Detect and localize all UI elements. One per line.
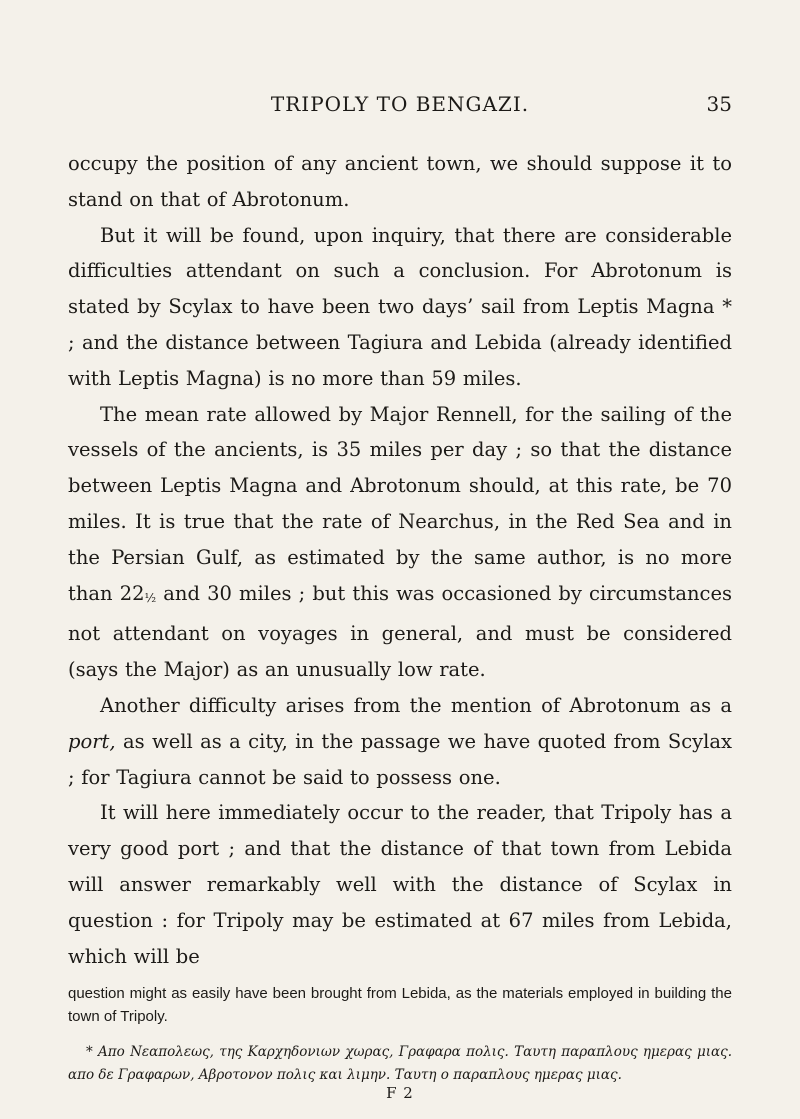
running-title: TRIPOLY TO BENGAZI. (270, 92, 530, 116)
footnote-greek: * Απο Νεαπολεως, της Καρχηδονιων χωρας, Γραφαρα πολις. Ταυτη παραπλους ημερας μιας. απο δε Γραφαρων, Αβροτονον πολις και λιμην. Ταυτη ο παραπλους ημερας μιας. (68, 1044, 732, 1083)
paragraph-3 (68, 397, 732, 688)
paragraph-3-end: and 30 miles ; but this was occasioned by circumstances not attendant on voyages in general, and must be considered (says the Major) as an unusually low rate. (68, 581, 732, 682)
footnote (68, 1041, 732, 1087)
paragraph-5: It will here immediately occur to the reader, that Tripoly has a very good port ; and that the distance of that town from Lebida will answer remarkably well with the distance of Scylax in question : for Tripoly may be estimated at 67 miles from Lebida, which will be (68, 801, 732, 968)
continuation-small-text: question might as easily have been brought from Lebida, as the materials employed in building the town of Tripoly. (68, 985, 732, 1025)
paragraph-1: occupy the position of any ancient town, we should suppose it to stand on that of Abrotonum. (68, 152, 732, 211)
body-text (68, 146, 732, 974)
paragraph-4-end: as well as a city, in the passage we have quoted from Scylax ; for Tagiura cannot be said to possess one. (68, 729, 732, 789)
italic-port: port, (68, 729, 116, 753)
paragraph-3-start: The mean rate allowed by Major Rennell, for the sailing of the vessels of the ancients, is 35 miles per day ; so that the distance between Leptis Magna and Abrotonum should, at this rate, be 70 miles. It is true that the rate of Nearchus, in the Red Sea and in the Persian Gulf, as estimated by the same author, is no more than 22 (68, 402, 732, 605)
signature-mark: F 2 (386, 1084, 414, 1102)
paragraph-4-start: Another difficulty arises from the mention of Abrotonum as a (100, 693, 732, 717)
paragraph-2: But it will be found, upon inquiry, that there are considerable difficulties attendant on such a conclusion. For Abrotonum is stated by Scylax to have been two days’ sail from Leptis Magna * ; and the distance between Tagiura and Lebida (already identified with Leptis Magna) is no more than 59 miles. (68, 223, 732, 390)
page-header (68, 92, 732, 122)
paragraph-4 (68, 688, 732, 795)
page-number: 35 (706, 92, 732, 116)
fraction-half: ½ (144, 590, 157, 605)
